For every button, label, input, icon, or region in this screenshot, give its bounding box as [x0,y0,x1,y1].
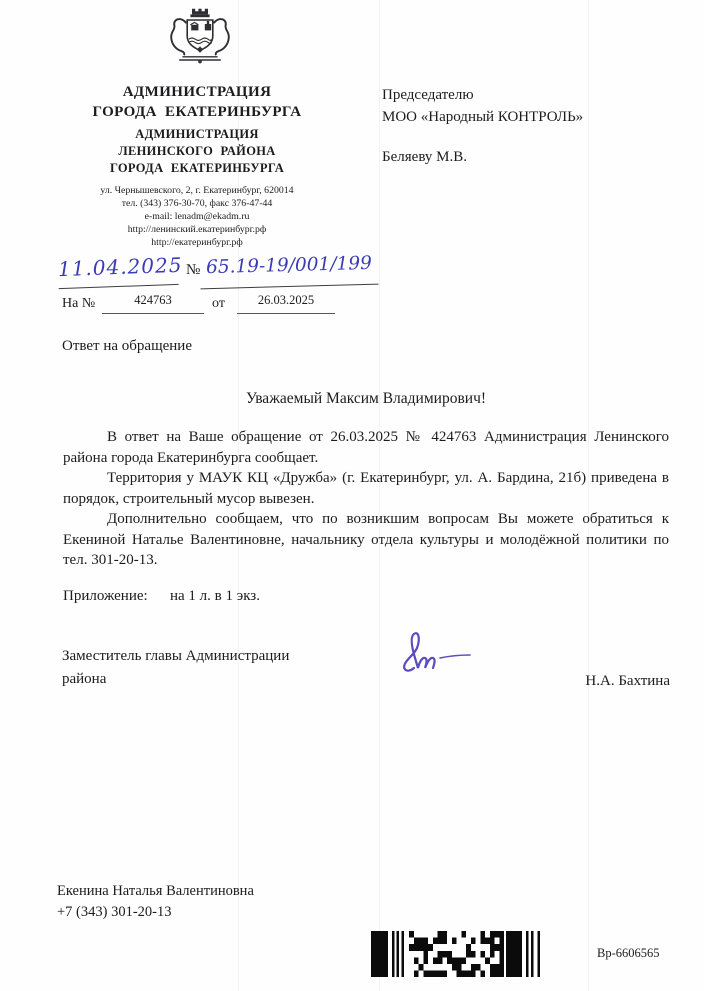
in-reply-to-date: 26.03.2025 [237,293,335,314]
recipient-position: Председателю [382,87,474,103]
signer-position [62,645,362,691]
signer-position-line1: Заместитель главы Администрации [62,648,290,664]
from-label: от [212,296,225,311]
in-reply-to-label: На № [62,296,96,311]
in-reply-to-number: 424763 [102,293,204,314]
letter-body [63,427,669,571]
executor-name: Екенина Наталья Валентиновна [57,883,254,899]
body-paragraph-1: В ответ на Ваше обращение от 26.03.2025 № 424763 Администрация Ленинского района города Екатеринбурга сообщает. [63,429,669,466]
address-site-district: http://ленинский.екатеринбург.рф [127,224,267,235]
org-title-line2: ГОРОДА ЕКАТЕРИНБУРГА [92,104,302,120]
recipient-block [382,84,583,168]
signer-position-line2: района [62,671,107,687]
address-email: e-mail: lenadm@ekadm.ru [144,211,250,222]
executor-block [57,881,254,923]
yekaterinburg-coat-of-arms-icon [160,4,240,68]
contact-address-block [38,184,356,249]
address-phone: тел. (343) 376-30-70, факс 376-47-44 [121,198,273,209]
org-title-line1: АДМИНИСТРАЦИЯ [122,84,272,100]
number-sign: № [186,262,201,278]
dept-title-line1: АДМИНИСТРАЦИЯ [135,127,259,141]
salutation: Уважаемый Максим Владимирович! [245,390,487,407]
recipient-organization: МОО «Народный КОНТРОЛЬ» [382,109,584,125]
department-title [38,126,356,177]
address-site-city: http://екатеринбург.рф [151,237,243,248]
dept-title-line3: ГОРОДА ЕКАТЕРИНБУРГА [109,161,285,175]
executor-phone: +7 (343) 301-20-13 [57,904,172,920]
body-paragraph-2: Территория у МАУК КЦ «Дружба» (г. Екатеринбург, ул. А. Бардина, 21б) приведена в порядок, строительный мусор вывезен. [63,470,669,507]
signer-name: Н.А. Бахтина [585,673,670,689]
attachment-label: Приложение: [63,588,148,604]
registration-code: Вр-6606565 [597,946,660,960]
outgoing-date-handwritten: 11.04.2025 [57,248,178,289]
subject-line: Ответ на обращение [62,338,192,354]
recipient-name: Беляеву М.В. [382,149,467,165]
outgoing-number-handwritten: 65.19-19/001/199 [200,246,379,290]
registration-barcode-icon [371,931,547,977]
address-street: ул. Чернышевского, 2, г. Екатеринбург, 620014 [100,185,294,196]
organization-title [38,82,356,122]
dept-title-line2: ЛЕНИНСКОГО РАЙОНА [118,144,276,158]
body-paragraph-3: Дополнительно сообщаем, что по возникшим вопросам Вы можете обратиться к Екениной Наталье Валентиновне, начальнику отдела культуры и молодёжной политики по тел. 301-20-13. [63,511,669,568]
handwritten-signature-icon [392,622,492,678]
attachment-value: на 1 л. в 1 экз. [170,588,260,604]
